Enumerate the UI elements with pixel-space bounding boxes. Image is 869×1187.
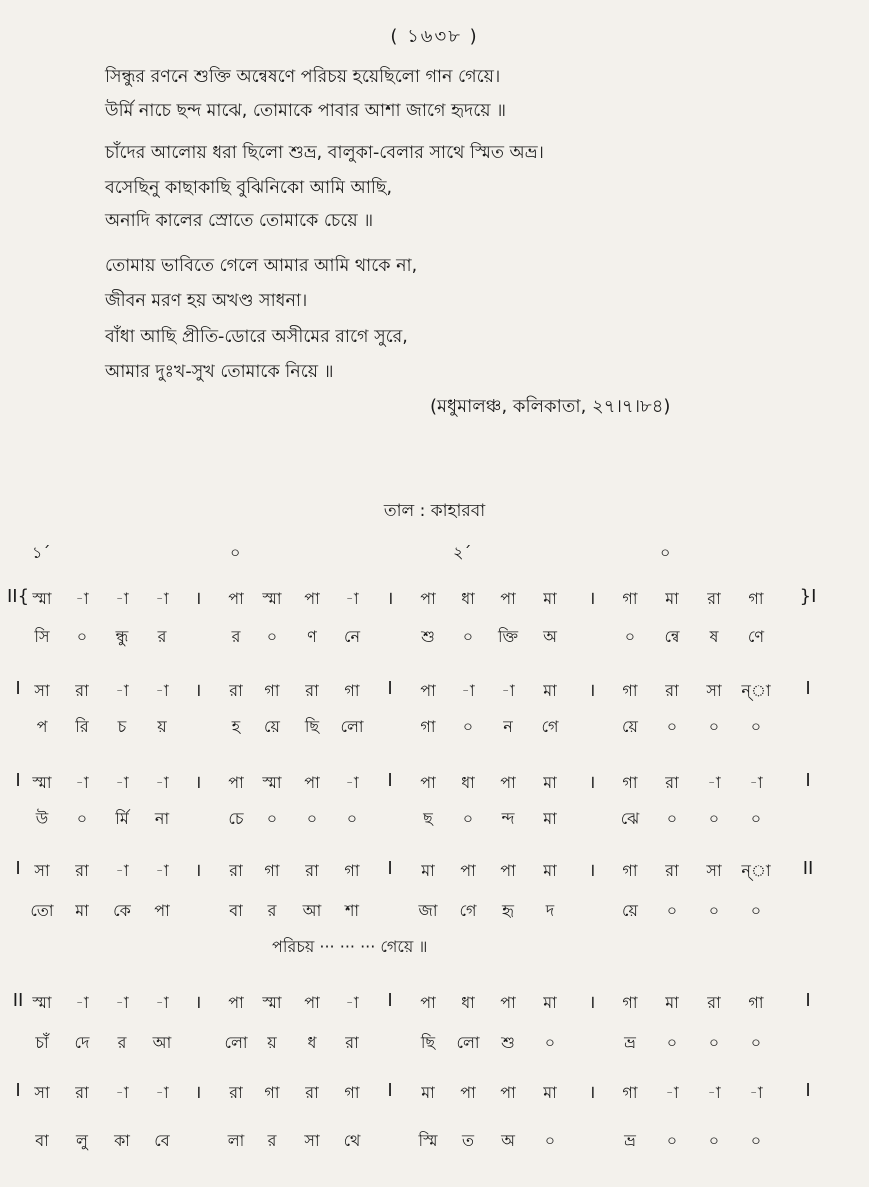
- bar-line: ।: [588, 992, 596, 1013]
- lyric-syllable: অ: [501, 1131, 515, 1150]
- swara-note: গা: [622, 993, 638, 1012]
- lyric-syllable: জা: [418, 901, 438, 920]
- lyric-syllable: ভ্র: [624, 1033, 636, 1052]
- bar-line: ।: [588, 772, 596, 793]
- bar-line: I: [387, 1080, 393, 1101]
- swara-note: মা: [665, 589, 679, 608]
- bar-line: ।: [588, 860, 596, 881]
- lyric-syllable: হৃ: [502, 901, 514, 920]
- swara-note: পা: [228, 993, 244, 1012]
- lyric-syllable-row: [0, 898, 869, 928]
- lyric-syllable: ০: [750, 717, 762, 736]
- lyric-syllable: রি: [75, 717, 89, 736]
- lyric-syllable: না: [154, 809, 170, 828]
- lyric-syllable: দে: [74, 1033, 90, 1052]
- lyric-syllable: ০: [750, 1033, 762, 1052]
- swara-row: [0, 678, 869, 708]
- lyric-syllable: ০: [708, 1131, 720, 1150]
- lyric-syllable: য়: [157, 717, 167, 736]
- refrain-note: পরিচয় ··· ··· ··· গেয়ে ॥: [272, 937, 428, 956]
- swara-note: -া: [461, 681, 475, 700]
- lyric-syllable-row: [0, 806, 869, 836]
- lyric-syllable: শু: [421, 627, 435, 646]
- swara-note: -া: [749, 1083, 763, 1102]
- swara-note: -া: [345, 773, 359, 792]
- lyric-syllable: ০: [708, 809, 720, 828]
- swara-note: পা: [420, 589, 436, 608]
- beat-mark: ১´: [32, 543, 51, 562]
- swara-note: -া: [155, 993, 169, 1012]
- lyric-syllable: ০: [666, 901, 678, 920]
- lyric-syllable: ০: [666, 717, 678, 736]
- lyric-syllable: ০: [666, 1131, 678, 1150]
- swara-note: -া: [155, 681, 169, 700]
- beat-mark: ০: [230, 543, 241, 562]
- lyric-line-9: আমার দুঃখ-সুখ তোমাকে নিয়ে ॥: [105, 362, 334, 382]
- lyric-syllable: ছ: [423, 809, 433, 828]
- lyric-syllable: বা: [35, 1131, 49, 1150]
- swara-note: ন্া: [741, 861, 771, 880]
- lyric-syllable-row: [0, 624, 869, 654]
- bar-line: ।: [194, 1082, 202, 1103]
- swara-note: রা: [75, 681, 89, 700]
- lyric-syllable: উ: [35, 809, 49, 828]
- lyric-syllable: শা: [344, 901, 360, 920]
- swara-note: রা: [305, 1083, 319, 1102]
- lyric-syllable: চে: [228, 809, 244, 828]
- swara-row: [0, 1080, 869, 1110]
- swara-row: [0, 770, 869, 800]
- swara-note: -া: [115, 1083, 129, 1102]
- lyric-syllable: লা: [227, 1131, 245, 1150]
- swara-note: রা: [229, 1083, 243, 1102]
- lyric-syllable: ০: [544, 1033, 556, 1052]
- swara-note: সা: [706, 681, 722, 700]
- lyric-syllable: আ: [302, 901, 322, 920]
- lyric-syllable: থে: [343, 1131, 361, 1150]
- swara-note: রা: [75, 861, 89, 880]
- bar-line: I: [805, 1080, 811, 1101]
- lyric-syllable: ষ: [709, 627, 719, 646]
- lyric-syllable: য়ে: [622, 717, 638, 736]
- swara-note: রা: [707, 993, 721, 1012]
- lyric-syllable: ০: [624, 627, 636, 646]
- lyric-syllable: আ: [152, 1033, 172, 1052]
- bar-line: ।: [194, 992, 202, 1013]
- lyric-line-3: চাঁদের আলোয় ধরা ছিলো শুভ্র, বালুকা-বেলার সাথে স্মিত অভ্র।: [105, 143, 544, 163]
- swara-note: পা: [420, 993, 436, 1012]
- lyric-syllable: ০: [750, 809, 762, 828]
- lyric-syllable-row: [0, 714, 869, 744]
- bar-line: I: [387, 678, 393, 699]
- lyric-syllable: লু: [76, 1131, 88, 1150]
- bar-line: ।: [588, 1082, 596, 1103]
- bar-line: I: [387, 990, 393, 1011]
- bar-line: I: [805, 990, 811, 1011]
- lyric-syllable: ন্বে: [664, 627, 680, 646]
- swara-note: পা: [500, 1083, 516, 1102]
- beat-mark: ০: [660, 543, 671, 562]
- lyric-syllable: নে: [343, 627, 361, 646]
- lyric-syllable: ০: [666, 1033, 678, 1052]
- swara-note: গা: [264, 681, 280, 700]
- lyric-syllable: ০: [750, 901, 762, 920]
- lyric-syllable: সি: [34, 627, 50, 646]
- swara-note: -া: [155, 773, 169, 792]
- swara-note: স্মা: [32, 773, 52, 792]
- lyric-syllable: দ: [545, 901, 555, 920]
- lyric-syllable: ধ: [307, 1033, 317, 1052]
- swara-row: [0, 990, 869, 1020]
- lyric-syllable: য়ে: [622, 901, 638, 920]
- lyric-syllable: হ: [231, 717, 241, 736]
- bar-line: I: [387, 858, 393, 879]
- lyric-syllable: সা: [304, 1131, 320, 1150]
- lyric-syllable: ত: [461, 1131, 475, 1150]
- lyric-syllable: ০: [346, 809, 358, 828]
- lyric-syllable: শু: [501, 1033, 515, 1052]
- swara-note: গা: [622, 1083, 638, 1102]
- swara-note: পা: [500, 589, 516, 608]
- swara-note: -া: [707, 773, 721, 792]
- swara-note: ন্া: [741, 681, 771, 700]
- swara-note: পা: [228, 773, 244, 792]
- swara-note: ধা: [461, 993, 475, 1012]
- lyric-syllable: ঝে: [620, 809, 640, 828]
- swara-note: -া: [155, 861, 169, 880]
- swara-note: সা: [34, 681, 50, 700]
- bar-line: II{: [6, 586, 30, 607]
- lyric-syllable: ০: [462, 627, 474, 646]
- lyric-syllable: বে: [154, 1131, 170, 1150]
- bar-line: ।: [588, 588, 596, 609]
- swara-note: -া: [115, 681, 129, 700]
- bar-line: ।: [194, 860, 202, 881]
- lyric-syllable: লো: [224, 1033, 248, 1052]
- lyric-syllable: প: [36, 717, 48, 736]
- lyric-syllable: ০: [708, 901, 720, 920]
- lyric-syllable: ন্ধু: [115, 627, 129, 646]
- swara-note: রা: [305, 861, 319, 880]
- swara-note: -া: [75, 773, 89, 792]
- swara-note: গা: [344, 1083, 360, 1102]
- lyric-syllable: র: [157, 627, 167, 646]
- lyric-syllable: কে: [113, 901, 131, 920]
- beat-mark: ২´: [453, 543, 472, 562]
- bar-line: II: [12, 990, 24, 1011]
- lyric-syllable: য়ে: [264, 717, 280, 736]
- lyric-syllable-row: [0, 1030, 869, 1060]
- swara-note: স্মা: [32, 589, 52, 608]
- lyric-syllable: লো: [456, 1033, 480, 1052]
- swara-note: ধা: [461, 773, 475, 792]
- swara-note: -া: [115, 993, 129, 1012]
- swara-note: সা: [34, 861, 50, 880]
- swara-note: -া: [155, 589, 169, 608]
- lyric-syllable: ০: [462, 809, 474, 828]
- lyric-syllable: ০: [666, 809, 678, 828]
- lyric-line-1: সিন্ধুর রণনে শুক্তি অন্বেষণে পরিচয় হয়েছিলো গান গেয়ে।: [105, 67, 501, 87]
- lyric-syllable: ন: [503, 717, 513, 736]
- swara-note: -া: [749, 773, 763, 792]
- lyric-syllable: ০: [306, 809, 318, 828]
- taal-heading: তাল : কাহারবা: [383, 501, 486, 521]
- lyric-syllable: র: [267, 901, 277, 920]
- swara-note: রা: [229, 681, 243, 700]
- swara-note: গা: [748, 589, 764, 608]
- lyric-syllable: ০: [76, 809, 88, 828]
- lyric-syllable: ন্দ: [501, 809, 515, 828]
- swara-note: -া: [707, 1083, 721, 1102]
- swara-note: মা: [543, 861, 557, 880]
- swara-note: পা: [500, 861, 516, 880]
- swara-note: স্মা: [262, 993, 282, 1012]
- lyric-syllable-row: [0, 1128, 869, 1158]
- swara-note: গা: [622, 773, 638, 792]
- lyric-syllable: গে: [541, 717, 559, 736]
- swara-note: মা: [421, 861, 435, 880]
- swara-note: -া: [501, 681, 515, 700]
- bar-line: ।: [386, 588, 394, 609]
- swara-note: -া: [155, 1083, 169, 1102]
- swara-note: গা: [264, 1083, 280, 1102]
- lyric-syllable: ণে: [747, 627, 765, 646]
- bar-line: I: [15, 678, 21, 699]
- swara-note: -া: [665, 1083, 679, 1102]
- lyric-syllable: র: [231, 627, 241, 646]
- swara-note: স্মা: [262, 589, 282, 608]
- lyric-syllable: য়: [267, 1033, 277, 1052]
- lyric-syllable: লো: [340, 717, 364, 736]
- lyric-line-4: বসেছিনু কাছাকাছি বুঝিনিকো আমি আছি,: [105, 178, 393, 198]
- bar-line: I: [15, 770, 21, 791]
- lyric-syllable: তো: [30, 901, 54, 920]
- lyric-syllable: অ: [543, 627, 557, 646]
- swara-note: পা: [420, 773, 436, 792]
- lyric-syllable: কা: [114, 1131, 130, 1150]
- swara-note: রা: [707, 589, 721, 608]
- swara-row: [0, 858, 869, 888]
- swara-note: -া: [75, 993, 89, 1012]
- lyric-line-8: বাঁধা আছি প্রীতি-ডোরে অসীমের রাগে সুরে,: [105, 327, 408, 347]
- bar-line: I: [15, 858, 21, 879]
- lyric-syllable: চ: [117, 717, 127, 736]
- bar-line: I: [15, 1080, 21, 1101]
- lyric-syllable: ভ্র: [624, 1131, 636, 1150]
- swara-note: ধা: [461, 589, 475, 608]
- swara-note: মা: [543, 773, 557, 792]
- swara-note: সা: [34, 1083, 50, 1102]
- swara-note: গা: [344, 681, 360, 700]
- lyric-syllable: ০: [750, 1131, 762, 1150]
- lyric-line-2: উর্মি নাচে ছন্দ মাঝে, তোমাকে পাবার আশা জাগে হৃদয়ে ॥: [105, 101, 507, 121]
- lyric-syllable: র: [267, 1131, 277, 1150]
- lyric-syllable: ছি: [304, 717, 320, 736]
- swara-note: গা: [264, 861, 280, 880]
- bar-line: }I: [799, 586, 817, 607]
- swara-note: পা: [460, 861, 476, 880]
- swara-note: রা: [665, 681, 679, 700]
- swara-note: পা: [460, 1083, 476, 1102]
- swara-note: পা: [500, 993, 516, 1012]
- swara-note: পা: [420, 681, 436, 700]
- bar-line: ।: [194, 588, 202, 609]
- swara-note: মা: [421, 1083, 435, 1102]
- source-note: (মধুমালঞ্চ, কলিকাতা, ২৭।৭।৮৪): [430, 396, 671, 417]
- swara-note: স্মা: [262, 773, 282, 792]
- bar-line: II: [802, 858, 814, 879]
- bar-line: I: [805, 770, 811, 791]
- swara-row: [0, 586, 869, 616]
- swara-note: -া: [345, 993, 359, 1012]
- lyric-syllable: ণ: [307, 627, 317, 646]
- bar-line: I: [805, 678, 811, 699]
- swara-note: রা: [305, 681, 319, 700]
- lyric-syllable: রা: [345, 1033, 359, 1052]
- swara-note: মা: [665, 993, 679, 1012]
- lyric-line-7: জীবন মরণ হয় অখণ্ড সাধনা।: [105, 291, 308, 311]
- swara-note: মা: [543, 993, 557, 1012]
- lyric-syllable: মা: [543, 809, 557, 828]
- swara-note: গা: [344, 861, 360, 880]
- lyric-syllable: গে: [459, 901, 477, 920]
- swara-note: স্মা: [32, 993, 52, 1012]
- lyric-syllable: ০: [708, 717, 720, 736]
- lyric-syllable: ০: [462, 717, 474, 736]
- lyric-syllable: ০: [76, 627, 88, 646]
- bar-line: ।: [194, 772, 202, 793]
- lyric-line-5: অনাদি কালের স্রোতে তোমাকে চেয়ে ॥: [105, 211, 374, 231]
- lyric-syllable: র: [117, 1033, 127, 1052]
- bar-line: ।: [588, 680, 596, 701]
- lyric-syllable: ০: [544, 1131, 556, 1150]
- swara-note: রা: [665, 861, 679, 880]
- swara-note: রা: [75, 1083, 89, 1102]
- lyric-syllable: স্মি: [418, 1131, 438, 1150]
- swara-note: গা: [622, 861, 638, 880]
- lyric-syllable: ছি: [420, 1033, 436, 1052]
- swara-note: -া: [115, 861, 129, 880]
- swara-note: মা: [543, 681, 557, 700]
- lyric-syllable: ০: [708, 1033, 720, 1052]
- swara-note: -া: [75, 589, 89, 608]
- swara-note: গা: [622, 681, 638, 700]
- swara-note: গা: [748, 993, 764, 1012]
- swara-note: -া: [115, 589, 129, 608]
- swara-note: পা: [304, 993, 320, 1012]
- swara-note: পা: [304, 589, 320, 608]
- swara-note: পা: [500, 773, 516, 792]
- swara-note: পা: [304, 773, 320, 792]
- swara-note: মা: [543, 589, 557, 608]
- lyric-syllable: ০: [266, 627, 278, 646]
- lyric-syllable: ক্তি: [497, 627, 519, 646]
- swara-note: পা: [228, 589, 244, 608]
- lyric-syllable: মা: [75, 901, 89, 920]
- bar-line: I: [387, 770, 393, 791]
- lyric-line-6: তোমায় ভাবিতে গেলে আমার আমি থাকে না,: [105, 256, 418, 276]
- swara-note: সা: [706, 861, 722, 880]
- lyric-syllable: বা: [229, 901, 243, 920]
- page-number: ( ১৬৩৮ ): [390, 26, 479, 47]
- swara-note: রা: [665, 773, 679, 792]
- lyric-syllable: পা: [154, 901, 170, 920]
- swara-note: গা: [622, 589, 638, 608]
- swara-note: মা: [543, 1083, 557, 1102]
- swara-note: রা: [229, 861, 243, 880]
- swara-note: -া: [115, 773, 129, 792]
- lyric-syllable: চাঁ: [35, 1033, 49, 1052]
- swara-note: -া: [345, 589, 359, 608]
- lyric-syllable: র্মি: [115, 809, 129, 828]
- lyric-syllable: ০: [266, 809, 278, 828]
- lyric-syllable: গা: [420, 717, 436, 736]
- bar-line: ।: [194, 680, 202, 701]
